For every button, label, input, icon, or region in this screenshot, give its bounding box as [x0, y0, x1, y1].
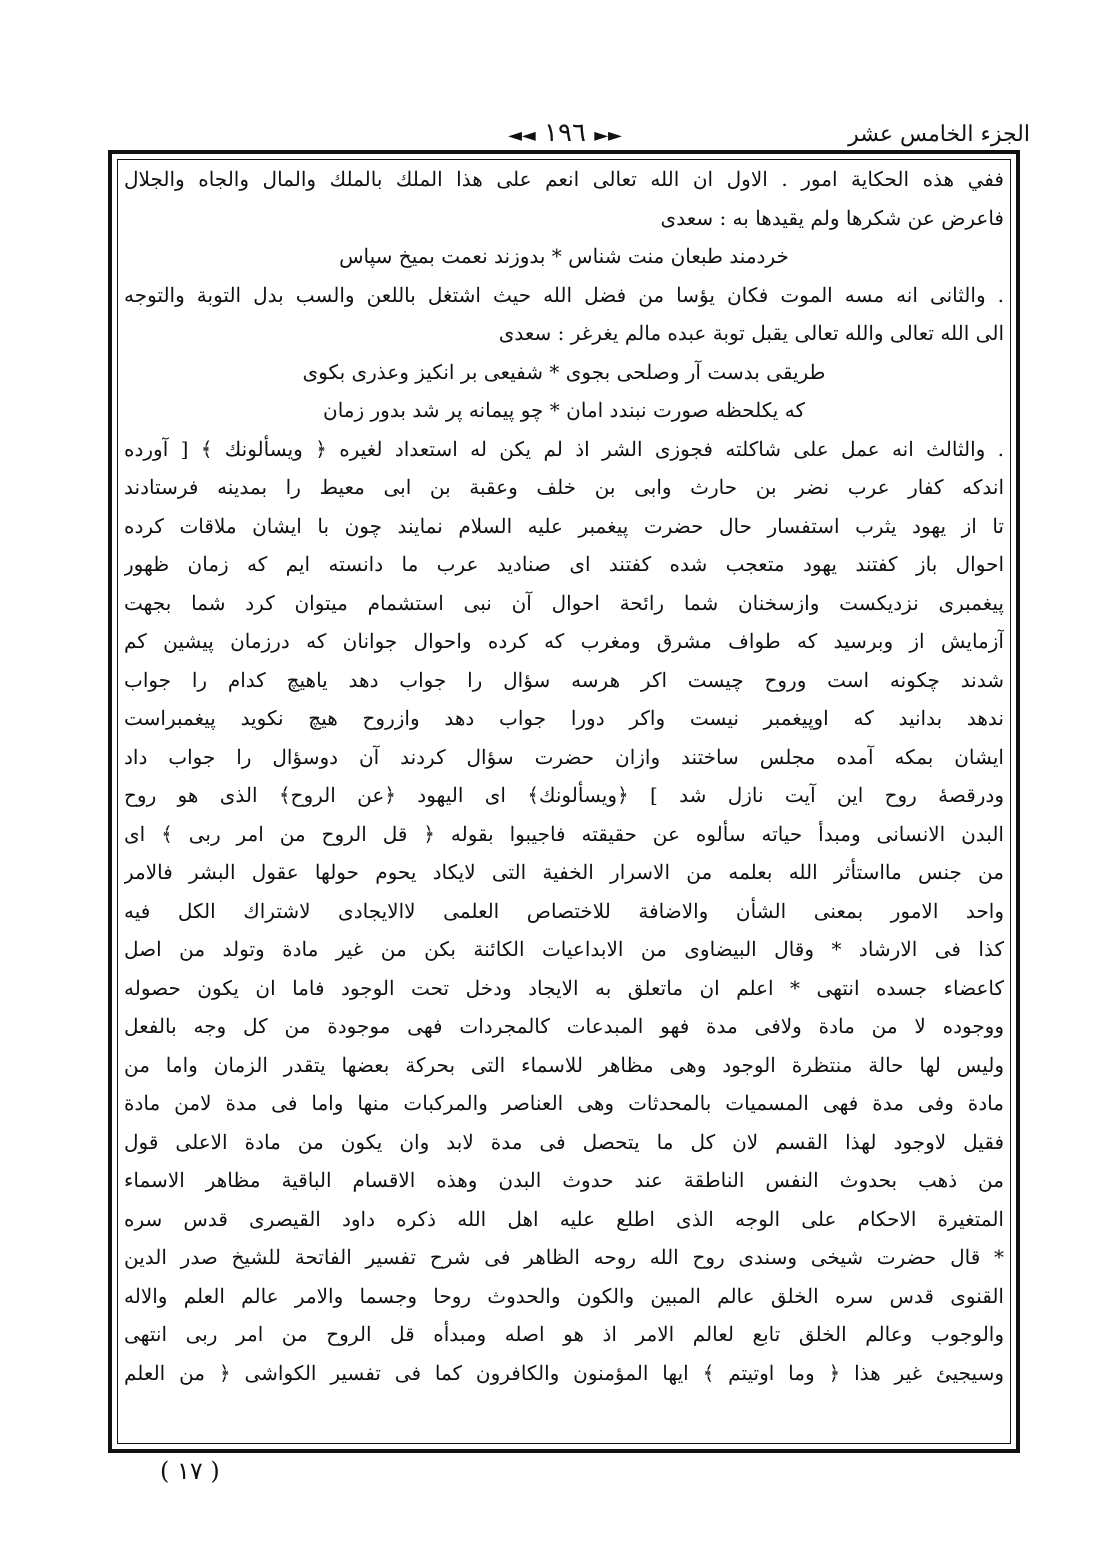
left-ornament-icon: ◄◄: [508, 125, 536, 146]
text-line: من ذهب بحدوث النفس الناطقة عند حدوث البدن وهذه الاقسام الباقية مظاهر الاسماء: [124, 1168, 1004, 1192]
text-line: . والثالث انه عمل على شاكلته فجوزى الشر اذ لم يكن له استعداد لغيره ﴿ ويسألونك ﴾ [ آورده: [124, 436, 1004, 461]
text-line: فقيل لاوجود لهذا القسم لان كل ما يتحصل فى مدة لابد وان يكون من مادة الاعلى قول: [124, 1129, 1004, 1154]
text-line: . والثانى انه مسه الموت فكان يؤسا من فضل الله حيث اشتغل باللعن والسب بدل التوبة والتوجه: [124, 282, 1004, 307]
text-line: وسيجيئ غير هذا ﴿ وما اوتيتم ﴾ ايها المؤمنون والكافرون كما فى تفسير الكواشى ﴿ من العلم: [124, 1360, 1004, 1385]
text-line: تا از يهود يثرب استفسار حال حضرت پيغمبر عليه السلام نمايند چون با ايشان ملاقات كرده: [124, 513, 1004, 538]
text-line: وليس لها حالة منتظرة الوجود وهى مظاهر للاسماء التى بحركة بعضها يتقدر الزمان واما من: [124, 1052, 1004, 1077]
text-line: والوجوب وعالم الخلق تابع لعالم الامر اذ هو اصله ومبدأه قل الروح من امر ربى انتهى: [124, 1322, 1004, 1346]
text-line: البدن الانسانى ومبدأ حياته سألوه عن حقيقته فاجيبوا بقوله ﴿ قل الروح من امر ربى ﴾ اى: [124, 821, 1004, 846]
page-number: ١٩٦: [544, 118, 586, 148]
text-line: القنوى قدس سره الخلق عالم المبين والكون والحدوث روحا وجسما والامر عالم العلم والاله: [124, 1283, 1004, 1308]
verse-line: طريقى بدست آر وصلحى بجوى * شفيعى بر انكيز وعذرى بكوى: [302, 359, 826, 384]
text-line: كاعضاء جسده انتهى * اعلم ان ماتعلق به الايجاد ودخل تحت الوجود فاما ان يكون حصوله: [124, 975, 1004, 1000]
right-ornament-icon: ►►: [594, 125, 622, 146]
main-text: [124, 160, 1004, 1392]
text-line: پيغمبرى نزديكست وازسخنان شما رائحة احوال آن نبى استشمام ميتوان كرد شما بجهت: [124, 590, 1004, 615]
text-line: كذا فى الارشاد * وقال البيضاوى من الابداعيات الكائنة بكن من غير مادة وتولد من اصل: [124, 937, 1004, 961]
text-line: فاعرض عن شكرها ولم يقيدها به : سعدى: [660, 205, 1004, 230]
text-line: ايشان بمكه آمده مجلس ساختند وازان حضرت سؤال كردند آن دوسؤال را جواب داد: [124, 744, 1004, 769]
page-number-block: [100, 118, 1030, 148]
text-line: شدند چكونه است وروح چيست اكر هرسه سؤال را جواب دهد ياهيچ كدام را جواب: [124, 667, 1004, 692]
text-line: المتغيرة الاحكام على الوجه الذى اطلع عليه اهل الله ذكره داود القيصرى قدس سره: [124, 1206, 1004, 1231]
verse-line: كه يكلحظه صورت نبندد امان * چو پيمانه پر شد بدور زمان: [323, 398, 805, 422]
text-line: الى الله تعالى والله تعالى يقبل توبة عبده مالم يغرغر : سعدى: [498, 321, 1004, 345]
verse-line: خردمند طبعان منت شناس * بدوزند نعمت بميخ سپاس: [339, 244, 789, 268]
text-line: ووجوده لا من مادة ولافى مدة فهو المبدعات كالمجردات فهى موجودة من كل وجه بالفعل: [124, 1014, 1004, 1038]
text-line: ففي هذه الحكاية امور . الاول ان الله تعالى انعم على هذا الملك بالملك والمال والجاه والجلال: [124, 167, 1004, 191]
text-line: من جنس مااستأثر الله بعلمه من الاسرار الخفية التى لايكاد يحوم حولها عقول البشر فالامر: [124, 860, 1004, 884]
part-title: الجزء الخامس عشر: [848, 122, 1030, 147]
text-line: * قال حضرت شيخى وسندى روح الله روحه الظاهر فى شرح تفسير الفاتحة للشيخ صدر الدين: [124, 1245, 1004, 1269]
text-line: احوال باز كفتند يهود متعجب شده كفتند اى صناديد عرب ما دانسته ايم كه زمان ظهور: [124, 552, 1004, 576]
text-line: ندهد بدانيد كه اوپيغمبر نيست واكر دورا جواب دهد وازروح هيچ نكويد پيغمبراست: [124, 706, 1004, 730]
text-line: آزمايش از وبرسيد كه طواف مشرق ومغرب كه كرده واحوال جوانان كه درزمان پيشين كم: [124, 629, 1004, 653]
text-line: واحد الامور بمعنى الشأن والاضافة للاختصاص العلمى لاالايجادى لاشتراك الكل فيه: [124, 898, 1004, 923]
signature-mark: ( ١٧ ): [160, 1457, 220, 1485]
text-line: مادة وفى مدة فهى المسميات بالمحدثات وهى العناصر والمركبات منها واما فى مدة لامن مادة: [124, 1091, 1004, 1115]
text-line: ودرقصهٔ روح اين آيت نازل شد ] ﴿ويسألونك﴾ اى اليهود ﴿عن الروح﴾ الذى هو روح: [124, 783, 1004, 807]
text-line: اندكه كفار عرب نضر بن حارث وابى بن خلف وعقبة بن ابى معيط را بمدينه فرستادند: [124, 475, 1004, 499]
